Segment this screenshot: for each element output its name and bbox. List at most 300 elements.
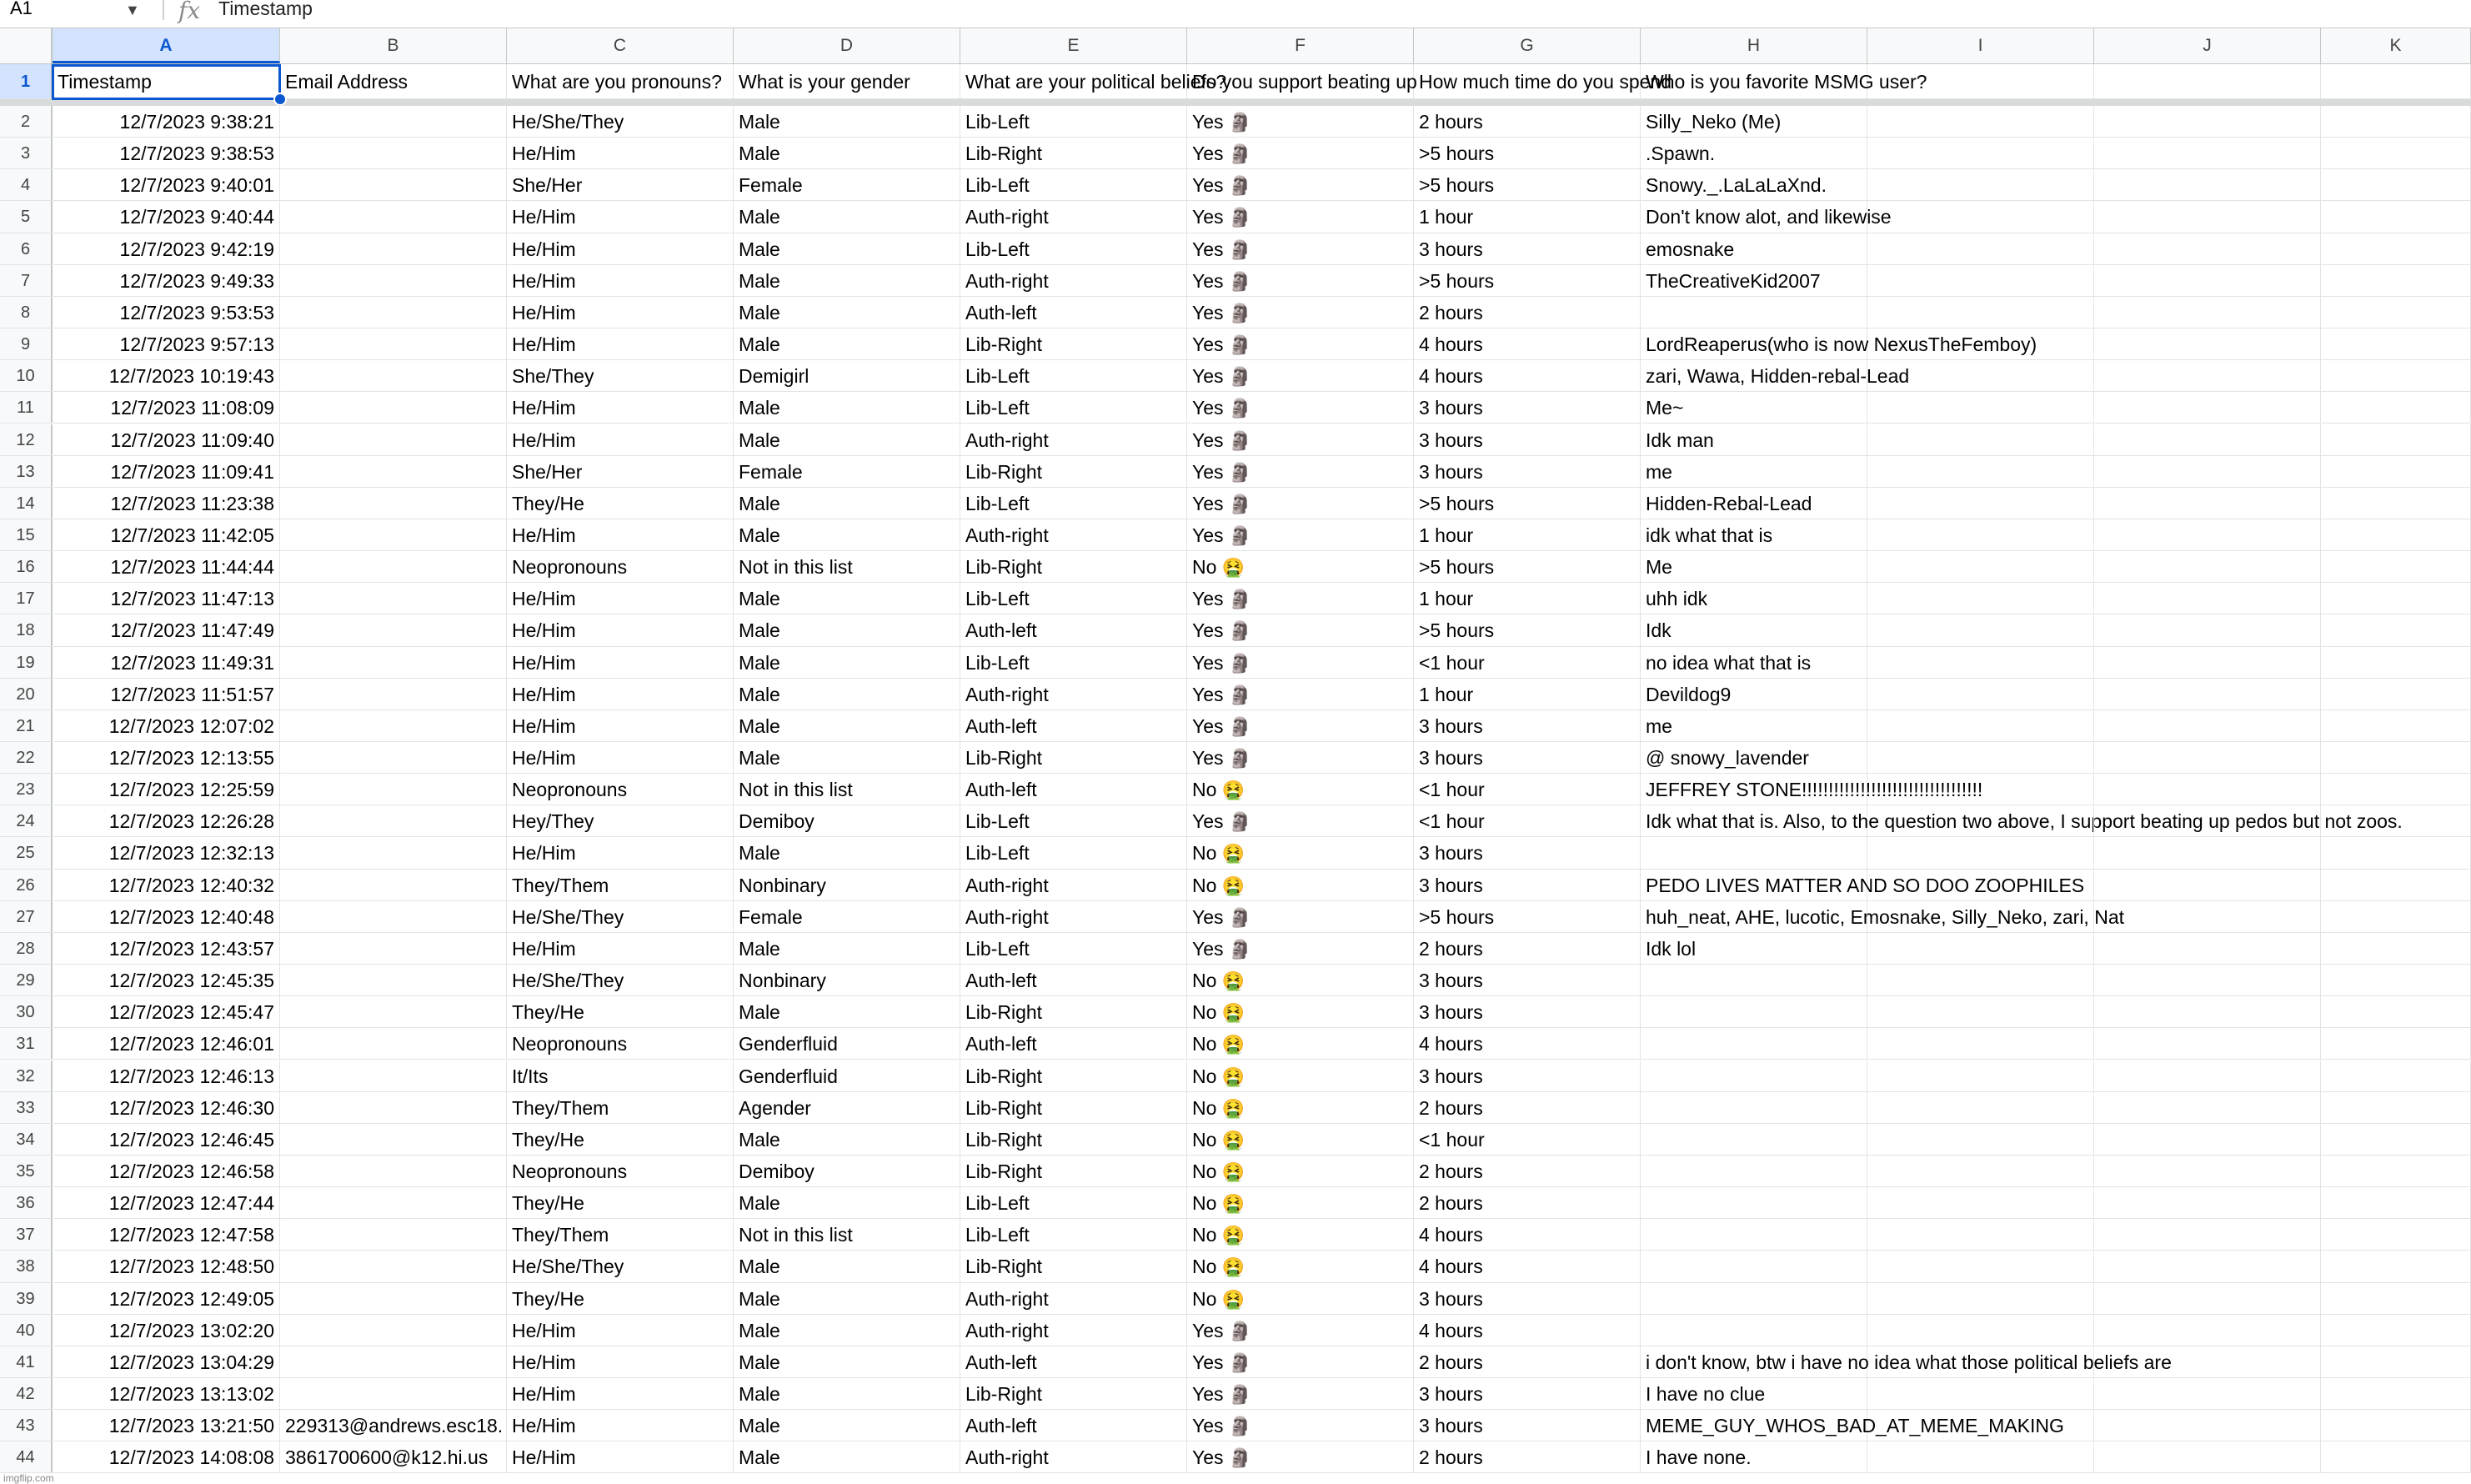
cell-e[interactable] xyxy=(960,1060,1187,1091)
cell-k[interactable] xyxy=(2321,1283,2471,1314)
cell-c[interactable] xyxy=(507,64,734,98)
row-number[interactable]: 36 xyxy=(0,1187,53,1218)
cell-h[interactable] xyxy=(1641,1028,1867,1059)
cell-g[interactable] xyxy=(1414,233,1641,264)
cell-c[interactable] xyxy=(507,1156,734,1186)
cell-i[interactable] xyxy=(1867,1315,2094,1346)
cell-b[interactable] xyxy=(280,679,507,709)
cell-j[interactable] xyxy=(2094,805,2321,836)
cell-c[interactable] xyxy=(507,519,734,550)
cell-j[interactable] xyxy=(2094,996,2321,1027)
cell-f[interactable] xyxy=(1187,1346,1414,1377)
cell-c[interactable] xyxy=(507,265,734,296)
cell-d[interactable] xyxy=(734,1315,960,1346)
cell-k[interactable] xyxy=(2321,1060,2471,1091)
cell-b[interactable] xyxy=(280,1060,507,1091)
cell-k[interactable] xyxy=(2321,1251,2471,1281)
cell-k[interactable] xyxy=(2321,360,2471,391)
cell-i[interactable] xyxy=(1867,106,2094,137)
cell-e[interactable] xyxy=(960,837,1187,868)
cell-e[interactable] xyxy=(960,774,1187,805)
cell-g[interactable] xyxy=(1414,138,1641,168)
cell-i[interactable] xyxy=(1867,328,2094,359)
cell-e[interactable] xyxy=(960,64,1227,98)
cell-f[interactable] xyxy=(1187,1410,1414,1441)
cell-f[interactable] xyxy=(1187,1187,1414,1218)
cell-f[interactable] xyxy=(1187,870,1414,900)
cell-d[interactable] xyxy=(734,488,960,519)
cell-c[interactable] xyxy=(507,996,734,1027)
cell-k[interactable] xyxy=(2321,169,2471,200)
cell-k[interactable] xyxy=(2321,1315,2471,1346)
cell-f[interactable] xyxy=(1187,519,1414,550)
cell-d[interactable] xyxy=(734,614,960,645)
cell-f[interactable] xyxy=(1187,1156,1414,1186)
cell-k[interactable] xyxy=(2321,551,2471,582)
cell-e[interactable] xyxy=(960,870,1187,900)
cell-f[interactable] xyxy=(1187,265,1414,296)
cell-f[interactable] xyxy=(1187,328,1414,359)
cell-c[interactable] xyxy=(507,742,734,773)
cell-i[interactable] xyxy=(1867,1028,2094,1059)
row-number[interactable]: 32 xyxy=(0,1060,53,1091)
cell-j[interactable] xyxy=(2094,614,2321,645)
cell-d[interactable] xyxy=(734,1346,960,1377)
cell-a[interactable] xyxy=(53,1441,280,1472)
cell-b[interactable] xyxy=(280,933,507,964)
cell-c[interactable] xyxy=(507,870,734,900)
row-number[interactable]: 41 xyxy=(0,1346,53,1377)
cell-e[interactable] xyxy=(960,1124,1187,1155)
cell-e[interactable] xyxy=(960,583,1187,614)
column-header-b[interactable]: B xyxy=(280,28,507,63)
cell-f[interactable] xyxy=(1187,233,1414,264)
column-header-f[interactable]: F xyxy=(1187,28,1414,63)
cell-a[interactable] xyxy=(53,996,280,1027)
cell-a[interactable] xyxy=(53,138,280,168)
cell-g[interactable] xyxy=(1414,583,1641,614)
cell-g[interactable] xyxy=(1414,519,1641,550)
row-number[interactable]: 44 xyxy=(0,1441,53,1472)
column-header-h[interactable]: H xyxy=(1641,28,1867,63)
cell-g[interactable] xyxy=(1414,996,1641,1027)
cell-e[interactable] xyxy=(960,679,1187,709)
row-number[interactable]: 26 xyxy=(0,870,53,900)
cell-j[interactable] xyxy=(2094,965,2321,995)
cell-h[interactable] xyxy=(1641,805,2403,836)
cell-e[interactable] xyxy=(960,996,1187,1027)
cell-e[interactable] xyxy=(960,1410,1187,1441)
cell-j[interactable] xyxy=(2094,1060,2321,1091)
cell-a[interactable] xyxy=(53,1410,280,1441)
cell-g[interactable] xyxy=(1414,1028,1641,1059)
cell-g[interactable] xyxy=(1414,328,1641,359)
cell-h[interactable] xyxy=(1641,583,1867,614)
cell-g[interactable] xyxy=(1414,297,1641,328)
cell-a[interactable] xyxy=(53,1092,280,1123)
cell-h[interactable] xyxy=(1641,265,1867,296)
cell-a[interactable] xyxy=(53,1028,280,1059)
cell-c[interactable] xyxy=(507,488,734,519)
cell-e[interactable] xyxy=(960,488,1187,519)
column-header-g[interactable]: G xyxy=(1414,28,1641,63)
cell-b[interactable] xyxy=(280,965,507,995)
cell-c[interactable] xyxy=(507,201,734,232)
cell-f[interactable] xyxy=(1187,679,1414,709)
cell-g[interactable] xyxy=(1414,1346,1641,1377)
cell-d[interactable] xyxy=(734,805,960,836)
frozen-row-divider[interactable] xyxy=(0,99,2471,106)
column-header-j[interactable]: J xyxy=(2094,28,2321,63)
cell-b[interactable] xyxy=(280,1156,507,1186)
cell-d[interactable] xyxy=(734,870,960,900)
cell-a[interactable] xyxy=(53,742,280,773)
cell-i[interactable] xyxy=(1867,265,2094,296)
cell-i[interactable] xyxy=(1867,1219,2094,1250)
cell-k[interactable] xyxy=(2321,456,2471,487)
cell-d[interactable] xyxy=(734,1219,960,1250)
cell-i[interactable] xyxy=(1867,1283,2094,1314)
cell-h[interactable] xyxy=(1641,901,2125,932)
cell-e[interactable] xyxy=(960,169,1187,200)
cell-j[interactable] xyxy=(2094,456,2321,487)
row-number[interactable]: 30 xyxy=(0,996,53,1027)
cell-b[interactable] xyxy=(280,996,507,1027)
cell-a[interactable] xyxy=(53,551,280,582)
cell-c[interactable] xyxy=(507,774,734,805)
row-number[interactable]: 29 xyxy=(0,965,53,995)
cell-a[interactable] xyxy=(53,1187,280,1218)
cell-h[interactable] xyxy=(1641,233,1867,264)
cell-f[interactable] xyxy=(1187,169,1414,200)
cell-f[interactable] xyxy=(1187,805,1414,836)
cell-d[interactable] xyxy=(734,519,960,550)
cell-f[interactable] xyxy=(1187,1092,1414,1123)
cell-d[interactable] xyxy=(734,1283,960,1314)
cell-c[interactable] xyxy=(507,1124,734,1155)
cell-g[interactable] xyxy=(1414,742,1641,773)
row-number[interactable]: 21 xyxy=(0,710,53,741)
cell-a[interactable] xyxy=(53,1251,280,1281)
cell-h[interactable] xyxy=(1641,614,1867,645)
cell-b[interactable] xyxy=(280,297,507,328)
row-number[interactable]: 34 xyxy=(0,1124,53,1155)
cell-a[interactable] xyxy=(53,1378,280,1409)
cell-a[interactable] xyxy=(53,64,280,98)
cell-c[interactable] xyxy=(507,614,734,645)
cell-f[interactable] xyxy=(1187,424,1414,455)
cell-b[interactable] xyxy=(280,614,507,645)
cell-d[interactable] xyxy=(734,64,960,98)
cell-i[interactable] xyxy=(1867,805,2094,836)
cell-c[interactable] xyxy=(507,1410,734,1441)
cell-i[interactable] xyxy=(1867,360,2094,391)
cell-b[interactable] xyxy=(280,901,507,932)
cell-e[interactable] xyxy=(960,710,1187,741)
cell-b[interactable] xyxy=(280,1124,507,1155)
cell-a[interactable] xyxy=(53,328,280,359)
cell-g[interactable] xyxy=(1414,1251,1641,1281)
cell-g[interactable] xyxy=(1414,488,1641,519)
cell-f[interactable] xyxy=(1187,1124,1414,1155)
cell-d[interactable] xyxy=(734,965,960,995)
cell-k[interactable] xyxy=(2321,1028,2471,1059)
cell-a[interactable] xyxy=(53,1156,280,1186)
cell-j[interactable] xyxy=(2094,1441,2321,1472)
cell-d[interactable] xyxy=(734,1187,960,1218)
cell-e[interactable] xyxy=(960,1219,1187,1250)
cell-j[interactable] xyxy=(2094,647,2321,678)
cell-b[interactable] xyxy=(280,647,507,678)
cell-k[interactable] xyxy=(2321,901,2471,932)
cell-a[interactable] xyxy=(53,424,280,455)
cell-a[interactable] xyxy=(53,679,280,709)
cell-a[interactable] xyxy=(53,583,280,614)
cell-c[interactable] xyxy=(507,1441,734,1472)
cell-d[interactable] xyxy=(734,996,960,1027)
cell-d[interactable] xyxy=(734,328,960,359)
cell-g[interactable] xyxy=(1414,392,1641,423)
cell-k[interactable] xyxy=(2321,392,2471,423)
cell-h[interactable] xyxy=(1641,1187,1867,1218)
cell-h[interactable] xyxy=(1641,1092,1867,1123)
cell-c[interactable] xyxy=(507,965,734,995)
cell-i[interactable] xyxy=(1867,742,2094,773)
cell-k[interactable] xyxy=(2321,201,2471,232)
cell-k[interactable] xyxy=(2321,488,2471,519)
cell-e[interactable] xyxy=(960,1092,1187,1123)
cell-c[interactable] xyxy=(507,1060,734,1091)
cell-k[interactable] xyxy=(2321,1346,2471,1377)
cell-c[interactable] xyxy=(507,456,734,487)
cell-f[interactable] xyxy=(1187,360,1414,391)
cell-f[interactable] xyxy=(1187,551,1414,582)
row-number[interactable]: 9 xyxy=(0,328,53,359)
cell-b[interactable] xyxy=(280,837,507,868)
cell-a[interactable] xyxy=(53,774,280,805)
cell-i[interactable] xyxy=(1867,424,2094,455)
cell-k[interactable] xyxy=(2321,1219,2471,1250)
cell-f[interactable] xyxy=(1187,901,1414,932)
cell-d[interactable] xyxy=(734,583,960,614)
cell-i[interactable] xyxy=(1867,1156,2094,1186)
row-number[interactable]: 23 xyxy=(0,774,53,805)
fill-handle[interactable] xyxy=(273,93,287,106)
cell-a[interactable] xyxy=(53,265,280,296)
cell-i[interactable] xyxy=(1867,201,2094,232)
column-header-k[interactable]: K xyxy=(2321,28,2471,63)
cell-i[interactable] xyxy=(1867,1410,2094,1441)
row-number[interactable]: 25 xyxy=(0,837,53,868)
cell-f[interactable] xyxy=(1187,647,1414,678)
cell-d[interactable] xyxy=(734,1441,960,1472)
column-header-e[interactable]: E xyxy=(960,28,1187,63)
cell-i[interactable] xyxy=(1867,901,2094,932)
cell-k[interactable] xyxy=(2321,774,2471,805)
cell-f[interactable] xyxy=(1187,1028,1414,1059)
cell-c[interactable] xyxy=(507,1028,734,1059)
row-number[interactable]: 12 xyxy=(0,424,53,455)
cell-h[interactable] xyxy=(1641,1124,1867,1155)
cell-d[interactable] xyxy=(734,1092,960,1123)
cell-g[interactable] xyxy=(1414,424,1641,455)
cell-c[interactable] xyxy=(507,233,734,264)
cell-f[interactable] xyxy=(1187,933,1414,964)
cell-c[interactable] xyxy=(507,837,734,868)
cell-i[interactable] xyxy=(1867,64,2094,98)
cell-e[interactable] xyxy=(960,456,1187,487)
cell-j[interactable] xyxy=(2094,1092,2321,1123)
cell-j[interactable] xyxy=(2094,1346,2321,1377)
cell-g[interactable] xyxy=(1414,64,1672,98)
cell-h[interactable] xyxy=(1641,138,1867,168)
cell-a[interactable] xyxy=(53,519,280,550)
cell-c[interactable] xyxy=(507,1219,734,1250)
cell-e[interactable] xyxy=(960,1187,1187,1218)
cell-j[interactable] xyxy=(2094,1219,2321,1250)
cell-g[interactable] xyxy=(1414,679,1641,709)
cell-e[interactable] xyxy=(960,265,1187,296)
cell-h[interactable] xyxy=(1641,996,1867,1027)
cell-i[interactable] xyxy=(1867,647,2094,678)
cell-h[interactable] xyxy=(1641,106,1867,137)
cell-j[interactable] xyxy=(2094,392,2321,423)
cell-c[interactable] xyxy=(507,297,734,328)
cell-e[interactable] xyxy=(960,1251,1187,1281)
cell-a[interactable] xyxy=(53,1060,280,1091)
cell-g[interactable] xyxy=(1414,551,1641,582)
cell-g[interactable] xyxy=(1414,456,1641,487)
cell-j[interactable] xyxy=(2094,1410,2321,1441)
cell-j[interactable] xyxy=(2094,106,2321,137)
cell-h[interactable] xyxy=(1641,647,1867,678)
row-number[interactable]: 10 xyxy=(0,360,53,391)
cell-g[interactable] xyxy=(1414,710,1641,741)
cell-d[interactable] xyxy=(734,679,960,709)
cell-k[interactable] xyxy=(2321,965,2471,995)
row-number[interactable]: 16 xyxy=(0,551,53,582)
row-number[interactable]: 6 xyxy=(0,233,53,264)
cell-i[interactable] xyxy=(1867,488,2094,519)
cell-h[interactable] xyxy=(1641,424,1867,455)
cell-g[interactable] xyxy=(1414,169,1641,200)
cell-f[interactable] xyxy=(1187,138,1414,168)
cell-k[interactable] xyxy=(2321,519,2471,550)
cell-j[interactable] xyxy=(2094,1378,2321,1409)
cell-j[interactable] xyxy=(2094,710,2321,741)
cell-e[interactable] xyxy=(960,805,1187,836)
cell-h[interactable] xyxy=(1641,488,1867,519)
cell-i[interactable] xyxy=(1867,679,2094,709)
cell-f[interactable] xyxy=(1187,774,1414,805)
column-header-d[interactable]: D xyxy=(734,28,960,63)
cell-a[interactable] xyxy=(53,870,280,900)
cell-f[interactable] xyxy=(1187,392,1414,423)
cell-k[interactable] xyxy=(2321,297,2471,328)
cell-h[interactable] xyxy=(1641,169,1867,200)
cell-h[interactable] xyxy=(1641,1219,1867,1250)
column-header-a[interactable]: A xyxy=(53,28,280,63)
cell-f[interactable] xyxy=(1187,456,1414,487)
cell-a[interactable] xyxy=(53,710,280,741)
cell-a[interactable] xyxy=(53,901,280,932)
cell-j[interactable] xyxy=(2094,1124,2321,1155)
cell-h[interactable] xyxy=(1641,837,1867,868)
cell-f[interactable] xyxy=(1187,1283,1414,1314)
cell-d[interactable] xyxy=(734,837,960,868)
cell-d[interactable] xyxy=(734,1251,960,1281)
row-number[interactable]: 33 xyxy=(0,1092,53,1123)
cell-h[interactable] xyxy=(1641,679,1867,709)
row-number[interactable]: 4 xyxy=(0,169,53,200)
cell-a[interactable] xyxy=(53,647,280,678)
cell-e[interactable] xyxy=(960,424,1187,455)
cell-f[interactable] xyxy=(1187,201,1414,232)
row-number[interactable]: 8 xyxy=(0,297,53,328)
cell-e[interactable] xyxy=(960,328,1187,359)
cell-d[interactable] xyxy=(734,233,960,264)
cell-f[interactable] xyxy=(1187,837,1414,868)
cell-j[interactable] xyxy=(2094,233,2321,264)
cell-b[interactable] xyxy=(280,774,507,805)
cell-h[interactable] xyxy=(1641,710,1867,741)
cell-j[interactable] xyxy=(2094,138,2321,168)
cell-k[interactable] xyxy=(2321,1156,2471,1186)
cell-b[interactable] xyxy=(280,805,507,836)
cell-h[interactable] xyxy=(1641,392,1867,423)
cell-b[interactable] xyxy=(280,1219,507,1250)
cell-k[interactable] xyxy=(2321,614,2471,645)
cell-f[interactable] xyxy=(1187,1441,1414,1472)
cell-i[interactable] xyxy=(1867,870,2094,900)
cell-i[interactable] xyxy=(1867,933,2094,964)
cell-j[interactable] xyxy=(2094,328,2321,359)
cell-j[interactable] xyxy=(2094,742,2321,773)
cell-d[interactable] xyxy=(734,456,960,487)
cell-a[interactable] xyxy=(53,1124,280,1155)
cell-j[interactable] xyxy=(2094,64,2321,98)
cell-i[interactable] xyxy=(1867,233,2094,264)
column-header-i[interactable]: I xyxy=(1867,28,2094,63)
row-number[interactable]: 35 xyxy=(0,1156,53,1186)
cell-b[interactable] xyxy=(280,424,507,455)
cell-h[interactable] xyxy=(1641,328,2037,359)
cell-k[interactable] xyxy=(2321,805,2471,836)
cell-e[interactable] xyxy=(960,392,1187,423)
row-number[interactable]: 28 xyxy=(0,933,53,964)
cell-g[interactable] xyxy=(1414,1283,1641,1314)
cell-e[interactable] xyxy=(960,965,1187,995)
cell-i[interactable] xyxy=(1867,1060,2094,1091)
cell-b[interactable] xyxy=(280,870,507,900)
cell-d[interactable] xyxy=(734,265,960,296)
cell-b[interactable] xyxy=(280,1028,507,1059)
cell-e[interactable] xyxy=(960,1441,1187,1472)
cell-j[interactable] xyxy=(2094,1251,2321,1281)
cell-a[interactable] xyxy=(53,169,280,200)
cell-g[interactable] xyxy=(1414,1156,1641,1186)
cell-b[interactable] xyxy=(280,1092,507,1123)
cell-b[interactable] xyxy=(280,106,507,137)
cell-c[interactable] xyxy=(507,583,734,614)
cell-c[interactable] xyxy=(507,1187,734,1218)
cell-d[interactable] xyxy=(734,933,960,964)
cell-g[interactable] xyxy=(1414,614,1641,645)
cell-b[interactable] xyxy=(280,1315,507,1346)
name-box[interactable] xyxy=(0,0,160,20)
cell-g[interactable] xyxy=(1414,1315,1641,1346)
cell-j[interactable] xyxy=(2094,519,2321,550)
